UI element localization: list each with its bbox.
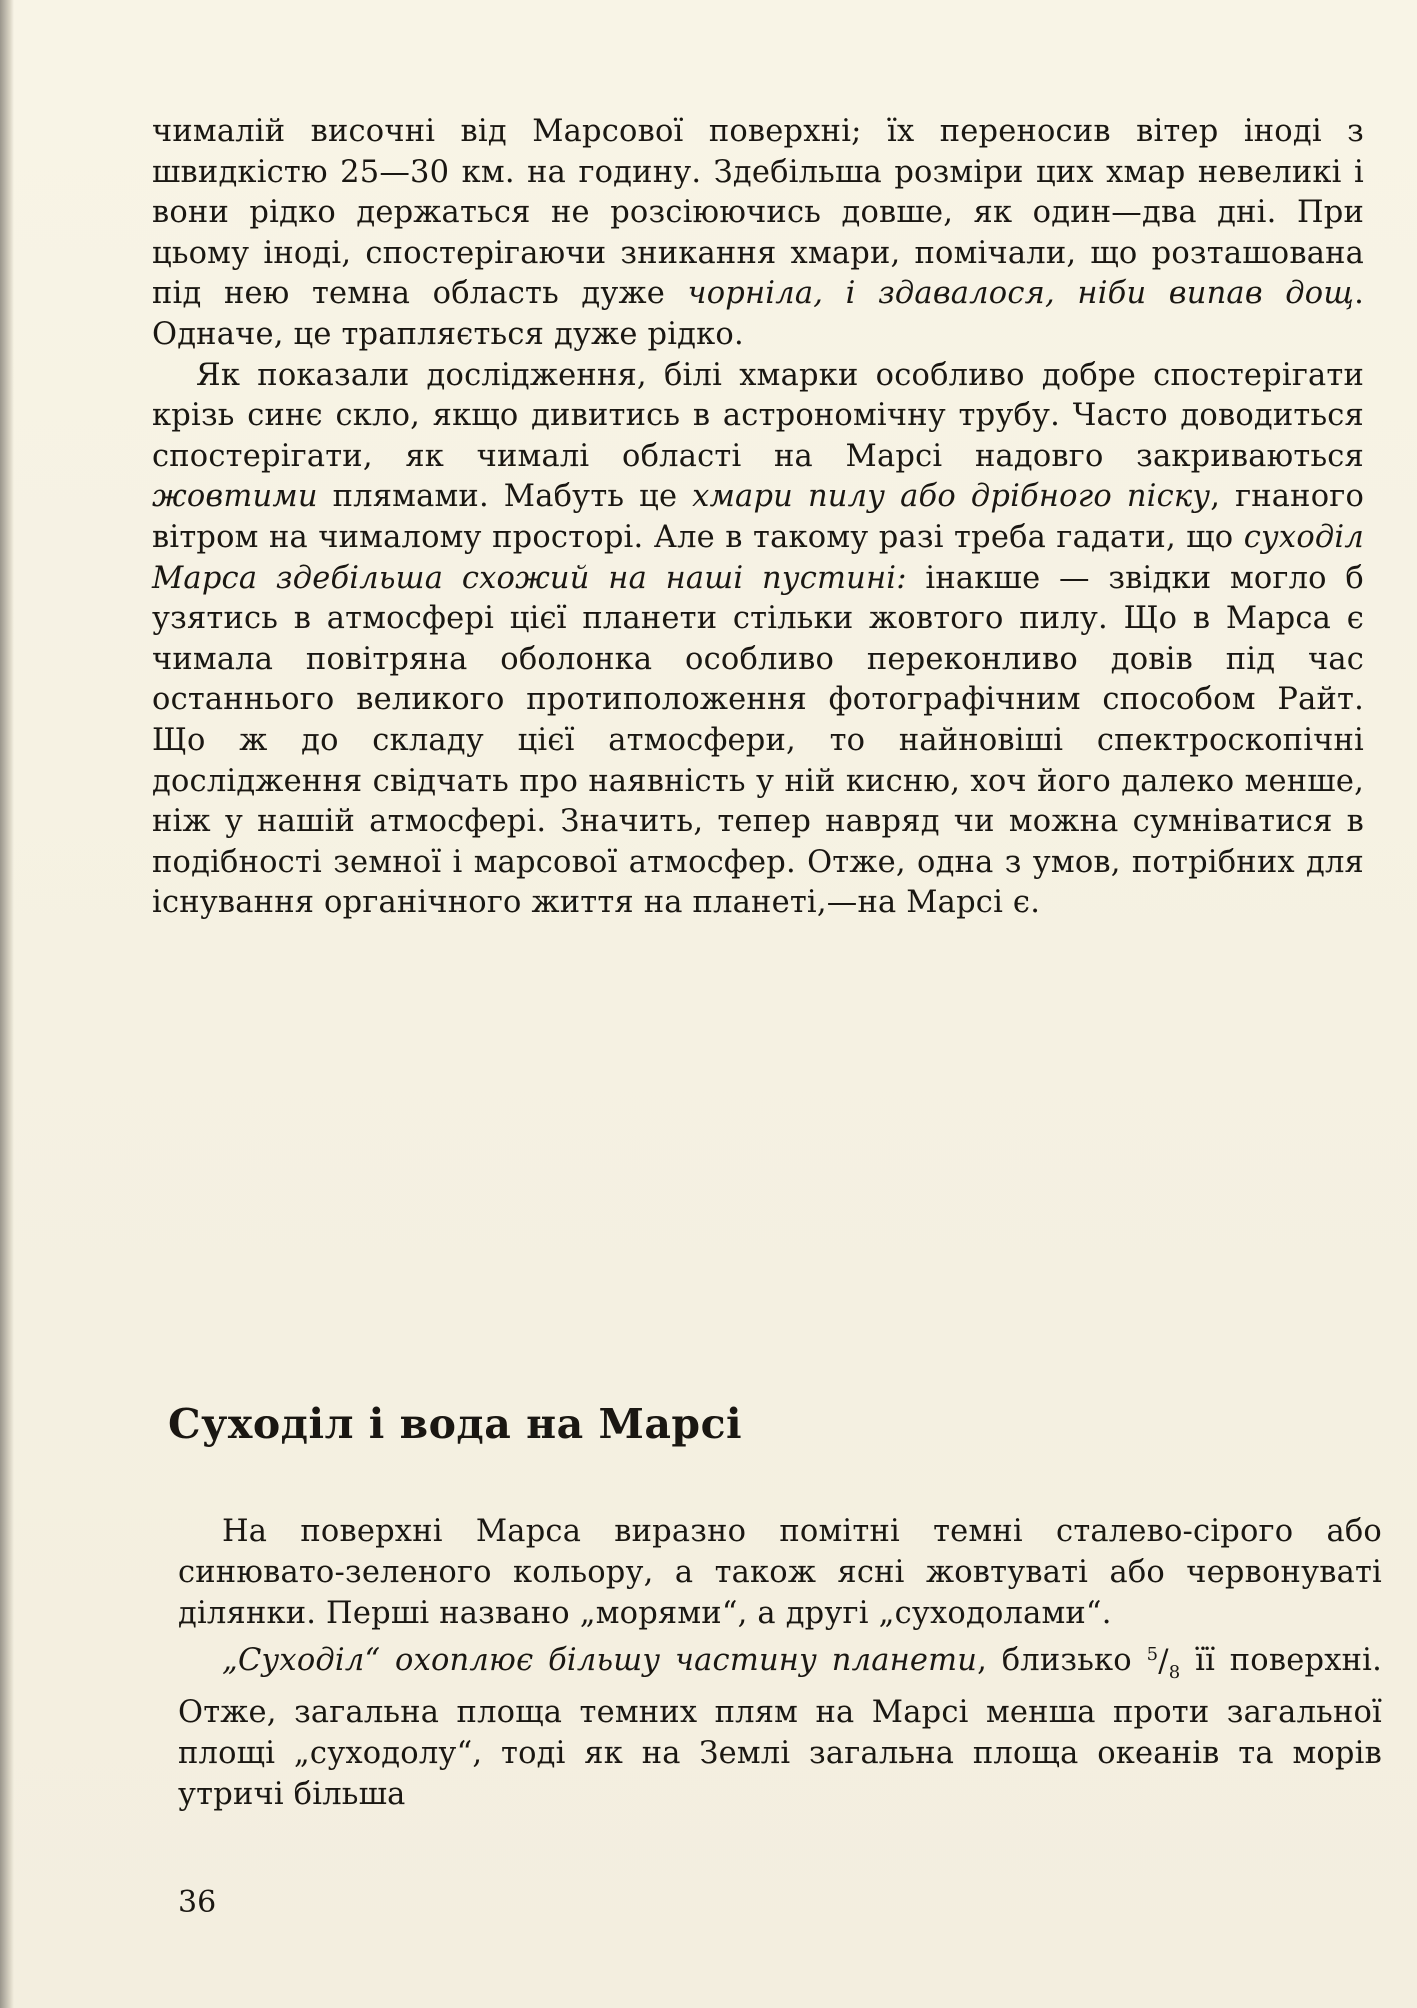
page-number: 36 [178,1885,217,1920]
paragraph-land-share [178,1634,1382,1815]
italic-run: жовтими [152,479,318,515]
italic-run: чорніла, і здавалося, ніби випав дощ [687,276,1355,312]
text-run: . Одначе, це трапляється дуже рідко. [152,276,1364,352]
text-run: її поверхні. Отже, загальна площа темних плям на Марсі менша проти загальної площі „суходолу“, тоді як на Землі загальна площа океанів та морів утричі більша [178,1643,1382,1813]
fraction-denominator: 8 [1168,1661,1181,1683]
text-run: чималій височні від Марсової поверхні; їх переносив вітер іноді з швидкістю 25—30 км. на годину. Здебільша розміри цих хмар невеликі і вони рідко держаться не розсіюючись довше, як один—два дні. При цьому іноді, спостерігаючи зникання хмари, помічали, що розташована під нею темна область дуже [152,114,1364,312]
paragraph-seas-lands [178,1512,1382,1634]
paragraph-clouds [152,112,1364,356]
paragraph-yellow-spots [152,356,1364,924]
fraction-slash: / [1158,1643,1169,1679]
italic-run: хмари пилу або дрібного піску [692,479,1211,515]
text-run: плямами. Мабуть це [317,479,693,515]
italic-run: суходіл Марса здебільша схожий на наші пустині: [152,519,1364,596]
text-run: інакше — звідки могло б узятись в атмосфері цієї планети стільки жовтого пилу. Що в Марса є чимала повітряна оболонка особливо переконливо довів під час останнього великого протиположення фотографічним способом Райт. Що ж до складу цієї атмосфери, то найновіші спектроскопічні дослідження свідчать про наявність у ній кисню, хоч його далеко менше, ніж у нашій атмосфері. Значить, тепер навряд чи можна сумніватися в подібності земної і марсової атмосфер. Отже, одна з умов, потрібних для існування органічного життя на планеті,—на Марсі є. [152,560,1364,921]
fraction-numerator: 5 [1146,1643,1159,1665]
section-atmosphere-text [152,112,1364,924]
text-run: , близько [977,1643,1147,1679]
text-run: Як показали дослідження, білі хмарки особливо добре спостерігати крізь синє скло, якщо дивитись в астрономічну трубу. Часто доводиться спостерігати, як чималі області на Марсі надовго закриваються [152,357,1364,474]
text-run: На поверхні Марса виразно помітні темні сталево-сірого або синювато-зеленого кольору, а також ясні жовтуваті або червонуваті ділянки. Перші названо „морями“, а другі „суходолами“. [178,1514,1382,1631]
page-gutter-shadow [0,0,14,2008]
section-land-water-text [178,1512,1382,1816]
italic-run: „Суходіл“ охоплює більшу частину планети [222,1643,978,1679]
section-heading: Суходіл і вода на Марсі [168,1400,743,1448]
text-run: , гнаного вітром на чималому просторі. Але в такому разі треба гадати, що [152,479,1365,555]
fraction [1146,1643,1181,1683]
